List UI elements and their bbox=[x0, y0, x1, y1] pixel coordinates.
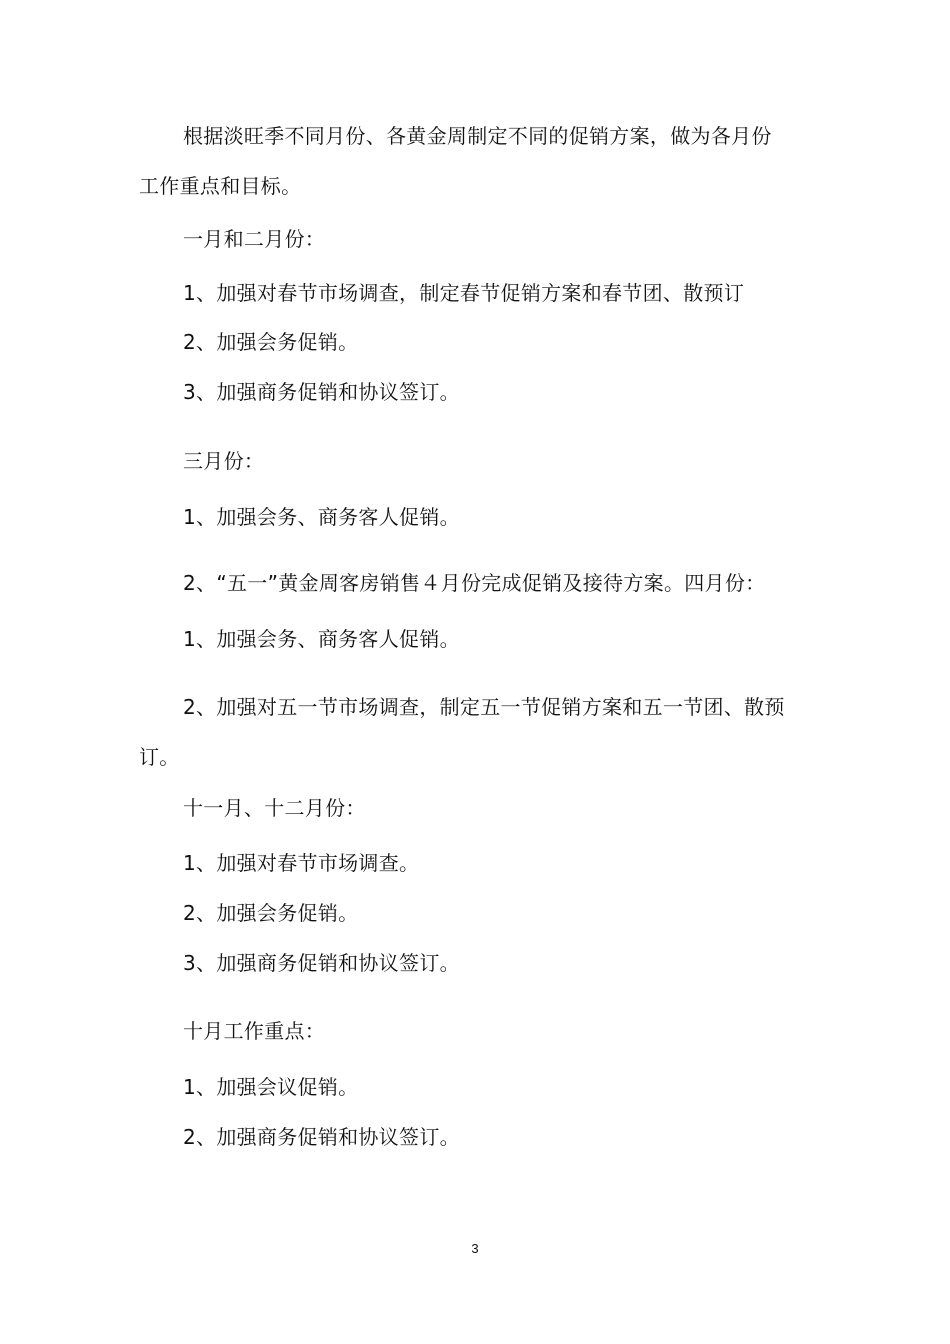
list-item: 3、加强商务促销和协议签订。 bbox=[183, 380, 460, 404]
list-item: 2、“五一”黄金周客房销售４月份完成促销及接待方案。四月份： bbox=[183, 571, 766, 595]
section-heading-march: 三月份： bbox=[183, 449, 265, 473]
section-heading-nov-dec: 十一月、十二月份： bbox=[183, 796, 366, 820]
list-item: 1、加强会务、商务客人促销。 bbox=[183, 505, 460, 529]
paragraph-intro-line-2: 工作重点和目标。 bbox=[139, 174, 302, 198]
list-item: 2、加强会务促销。 bbox=[183, 330, 359, 354]
paragraph-intro-line-1: 根据淡旺季不同月份、各黄金周制定不同的促销方案，做为各月份 bbox=[183, 124, 772, 148]
list-item: 1、加强会议促销。 bbox=[183, 1075, 359, 1099]
list-item-continuation: 订。 bbox=[139, 745, 180, 769]
section-heading-october: 十月工作重点： bbox=[183, 1019, 326, 1043]
list-item: 1、加强对春节市场调查。 bbox=[183, 851, 420, 875]
list-item: 1、加强对春节市场调查，制定春节促销方案和春节团、散预订 bbox=[183, 281, 745, 305]
list-item: 3、加强商务促销和协议签订。 bbox=[183, 951, 460, 975]
list-item: 1、加强会务、商务客人促销。 bbox=[183, 627, 460, 651]
section-heading-jan-feb: 一月和二月份： bbox=[183, 227, 326, 251]
list-item: 2、加强对五一节市场调查，制定五一节促销方案和五一节团、散预 bbox=[183, 695, 785, 719]
page-number: 3 bbox=[471, 1241, 479, 1256]
list-item: 2、加强商务促销和协议签订。 bbox=[183, 1125, 460, 1149]
list-item: 2、加强会务促销。 bbox=[183, 901, 359, 925]
